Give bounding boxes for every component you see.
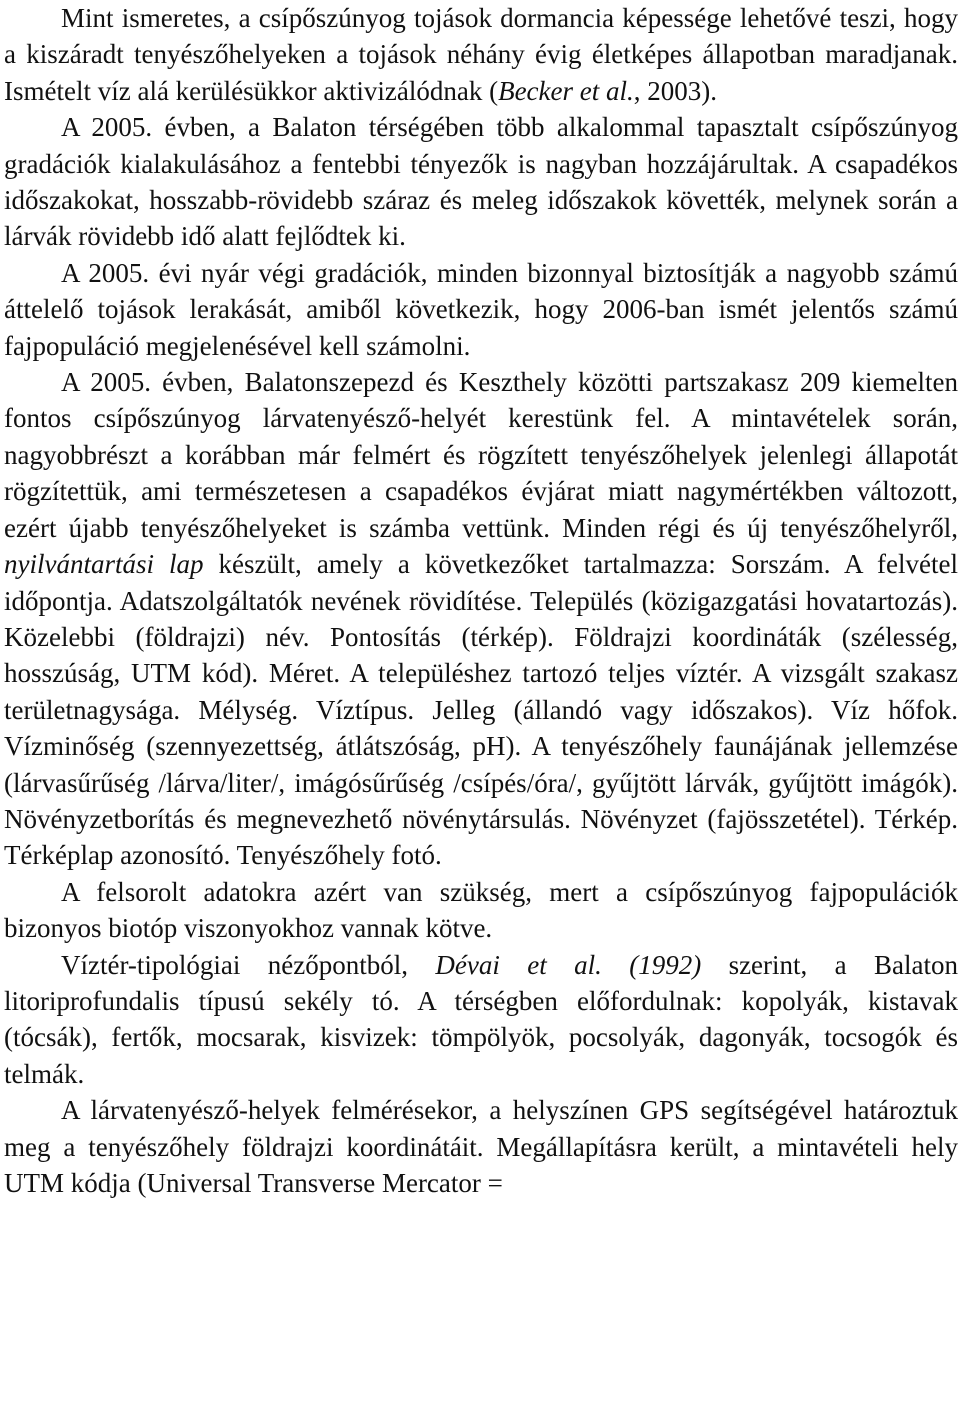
- text-run: Mint ismeretes, a csípőszúnyog tojások dormancia képessége lehetővé teszi, hogy a kiszáradt tenyészőhelyeken a tojások néhány évig életképes állapotban maradjanak. Ismételt víz alá kerülésükkor aktivizálódnak (: [4, 3, 958, 106]
- paragraph-dormancy: [4, 0, 958, 109]
- paragraph-survey-records: [4, 364, 958, 874]
- text-run: A felsorolt adatokra azért van szükség, mert a csípőszúnyog fajpopulációk bizonyos biotóp viszonyokhoz vannak kötve.: [4, 876, 958, 944]
- document-page: [4, 0, 958, 1201]
- paragraph-2005-summer: [4, 255, 958, 364]
- paragraph-typology: [4, 947, 958, 1093]
- text-run: készült, amely a következőket tartalmazza: Sorszám. A felvétel időpontja. Adatszolgáltatók nevének rövidítése. Település (közigazgatási hovatartozás). Közelebbi (földrajzi) név. Pontosítás (térkép). Földrajzi koordináták (szélesség, hosszúság, UTM kód). Méret. A településhez tartozó teljes víztér. A vizsgált szakasz területnagysága. Mélység. Víztípus. Jelleg (állandó vagy időszakos). Víz hőfok. Vízminőség (szennyezettség, átlátszóság, pH). A tenyészőhely faunájának jellemzése (lárvasűrűség /lárva/liter/, imágósűrűség /csípés/óra/, gyűjtött lárvák, gyűjtött imágók). Növényzetborítás és megnevezhető növénytársulás. Növényzet (fajösszetétel). Térkép. Térképlap azonosító. Tenyészőhely fotó.: [4, 549, 958, 871]
- text-run: , 2003).: [633, 75, 718, 106]
- text-run: A lárvatenyésző-helyek felmérésekor, a helyszínen GPS segítségével határoztuk meg a tenyészőhely földrajzi koordinátáit. Megállapításra került, a mintavételi hely UTM kódja (Universal Transverse Mercator =: [4, 1095, 958, 1198]
- text-run: A 2005. évben, Balatonszepezd és Keszthely közötti partszakasz 209 kiemelten fontos csípőszúnyog lárvatenyésző-helyét kerestünk fel. A mintavételek során, nagyobbrészt a korábban már felmért és rögzített tenyészőhelyek jelenlegi állapotát rögzítettük, ami természetesen a csapadékos évjárat miatt nagymértékben változott, ezért újabb tenyészőhelyeket is számba vettünk. Minden régi és új tenyészőhelyről,: [4, 367, 958, 543]
- citation-italic: Becker et al.: [498, 75, 634, 106]
- text-run: A 2005. évi nyár végi gradációk, minden bizonnyal biztosítják a nagyobb számú áttelelő tojások lerakását, amiből következik, hogy 2006-ban ismét jelentős számú fajpopuláció megjelenésével kell számolni.: [4, 257, 958, 361]
- paragraph-gps-survey: [4, 1092, 958, 1201]
- term-italic: nyilvántartási lap: [4, 549, 204, 580]
- paragraph-2005-gradations: [4, 109, 958, 255]
- citation-italic: Dévai et al. (1992): [435, 949, 702, 980]
- text-run: szerint, a Balaton litoriprofundalis típusú sekély tó. A térségben előfordulnak: kopolyák, kistavak (tócsák), fertők, mocsarak, kisvizek: tömpölyök, pocsolyák, dagonyák, tocsogók és telmák.: [4, 949, 958, 1089]
- text-run: Víztér-tipológiai nézőpontból,: [61, 949, 436, 980]
- paragraph-data-reason: [4, 874, 958, 947]
- text-run: A 2005. évben, a Balaton térségében több alkalommal tapasztalt csípőszúnyog gradációk kialakulásához a fentebbi tényezők is nagyban hozzájárultak. A csapadékos időszakokat, hosszabb-rövidebb száraz és meleg időszakok követték, melynek során a lárvák rövidebb idő alatt fejlődtek ki.: [4, 112, 958, 252]
